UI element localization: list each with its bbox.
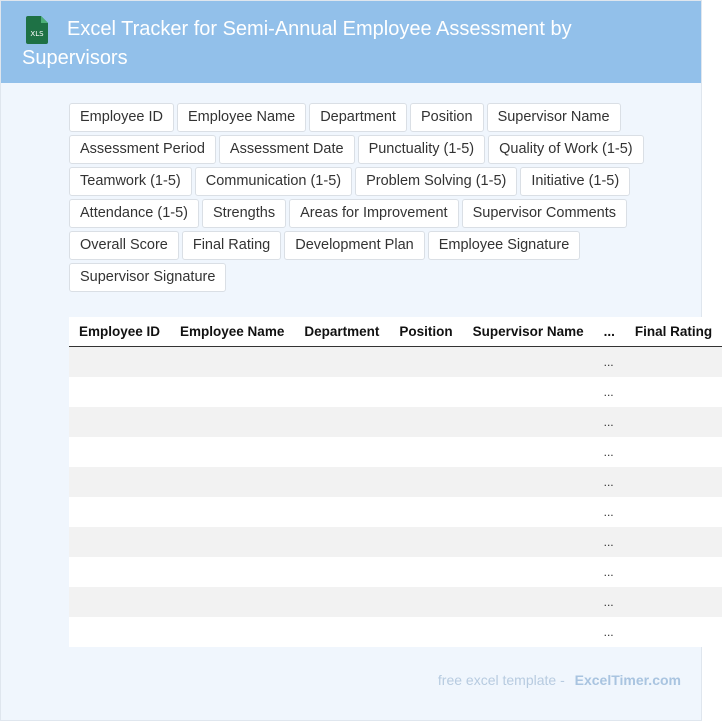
preview-table [69,317,722,647]
table-cell [389,527,462,557]
table-cell [463,377,594,407]
table-cell [463,407,594,437]
table-cell: ... [594,437,625,467]
column-chip: Attendance (1-5) [69,199,199,228]
table-cell [170,527,294,557]
table-cell [625,407,722,437]
column-header: Department [294,317,389,347]
table-cell [389,557,462,587]
table-cell [625,377,722,407]
table-cell: ... [594,377,625,407]
footer-text: free excel template - [437,672,565,688]
table-cell [389,617,462,647]
table-cell [69,377,170,407]
table-row [69,437,722,467]
column-chip: Assessment Date [219,135,355,164]
table-cell [294,407,389,437]
column-chip: Overall Score [69,231,179,260]
table-cell [170,377,294,407]
table-cell [389,347,462,378]
column-chip: Final Rating [182,231,281,260]
table-cell [294,467,389,497]
table-cell [170,467,294,497]
table-cell: ... [594,557,625,587]
table-row [69,497,722,527]
table-cell [389,437,462,467]
table-cell [625,587,722,617]
header-banner [1,1,701,83]
table-cell [294,377,389,407]
column-header: Supervisor Name [463,317,594,347]
table-row [69,377,722,407]
column-chip: Punctuality (1-5) [358,135,486,164]
table-cell [463,437,594,467]
table-row [69,407,722,437]
table-row [69,587,722,617]
table-cell [463,557,594,587]
column-chip: Department [309,103,407,132]
table-cell [69,587,170,617]
column-chip: Employee ID [69,103,174,132]
table-cell [170,347,294,378]
table-cell: ... [594,347,625,378]
table-header-row [69,317,722,347]
column-chip: Strengths [202,199,286,228]
table-cell [389,587,462,617]
table-cell [294,587,389,617]
page-title: Excel Tracker for Semi-Annual Employee Assessment by Supervisors [22,18,572,69]
column-chip: Initiative (1-5) [520,167,630,196]
table-cell [170,587,294,617]
table-cell [69,557,170,587]
footer [1,672,681,688]
table-cell [625,497,722,527]
table-cell [463,347,594,378]
column-chip: Teamwork (1-5) [69,167,192,196]
column-chip: Employee Name [177,103,306,132]
table-cell [463,467,594,497]
column-chip: Areas for Improvement [289,199,458,228]
column-header: Position [389,317,462,347]
table-cell [463,587,594,617]
table-cell [625,347,722,378]
excel-file-icon-label: XLS [30,30,44,38]
table-cell [625,467,722,497]
table-cell [294,557,389,587]
table-cell: ... [594,467,625,497]
table-cell [170,557,294,587]
preview-table-container [69,317,713,647]
table-cell [69,497,170,527]
table-cell [463,617,594,647]
table-cell: ... [594,587,625,617]
table-cell [294,437,389,467]
column-header: ... [594,317,625,347]
table-cell [625,557,722,587]
table-cell [69,617,170,647]
table-cell [69,467,170,497]
table-cell [463,497,594,527]
table-cell: ... [594,497,625,527]
table-cell [389,467,462,497]
column-chip: Quality of Work (1-5) [488,135,644,164]
footer-brand-link[interactable]: ExcelTimer.com [574,672,681,688]
table-cell [625,437,722,467]
table-cell [389,377,462,407]
column-header: Employee ID [69,317,170,347]
table-cell [69,437,170,467]
table-cell [170,437,294,467]
column-chip: Supervisor Signature [69,263,226,292]
column-header: Final Rating [625,317,722,347]
table-cell [389,407,462,437]
column-chip: Position [410,103,484,132]
table-row [69,527,722,557]
table-cell [69,527,170,557]
column-chip: Assessment Period [69,135,216,164]
table-cell: ... [594,407,625,437]
table-cell [294,617,389,647]
table-row [69,557,722,587]
table-cell [463,527,594,557]
column-chip: Development Plan [284,231,425,260]
table-row [69,467,722,497]
column-list [69,103,669,295]
table-body [69,347,722,648]
table-cell [625,527,722,557]
table-cell [294,527,389,557]
column-chip: Supervisor Name [487,103,621,132]
table-cell: ... [594,527,625,557]
table-cell [170,497,294,527]
table-cell [625,617,722,647]
column-header: Employee Name [170,317,294,347]
column-chip: Supervisor Comments [462,199,627,228]
table-cell [69,407,170,437]
table-cell [170,407,294,437]
table-cell [170,617,294,647]
column-chip: Problem Solving (1-5) [355,167,517,196]
column-chip: Employee Signature [428,231,581,260]
table-cell [69,347,170,378]
table-row [69,347,722,378]
column-chip: Communication (1-5) [195,167,352,196]
table-cell [294,347,389,378]
table-row [69,617,722,647]
table-cell [389,497,462,527]
table-cell: ... [594,617,625,647]
table-cell [294,497,389,527]
